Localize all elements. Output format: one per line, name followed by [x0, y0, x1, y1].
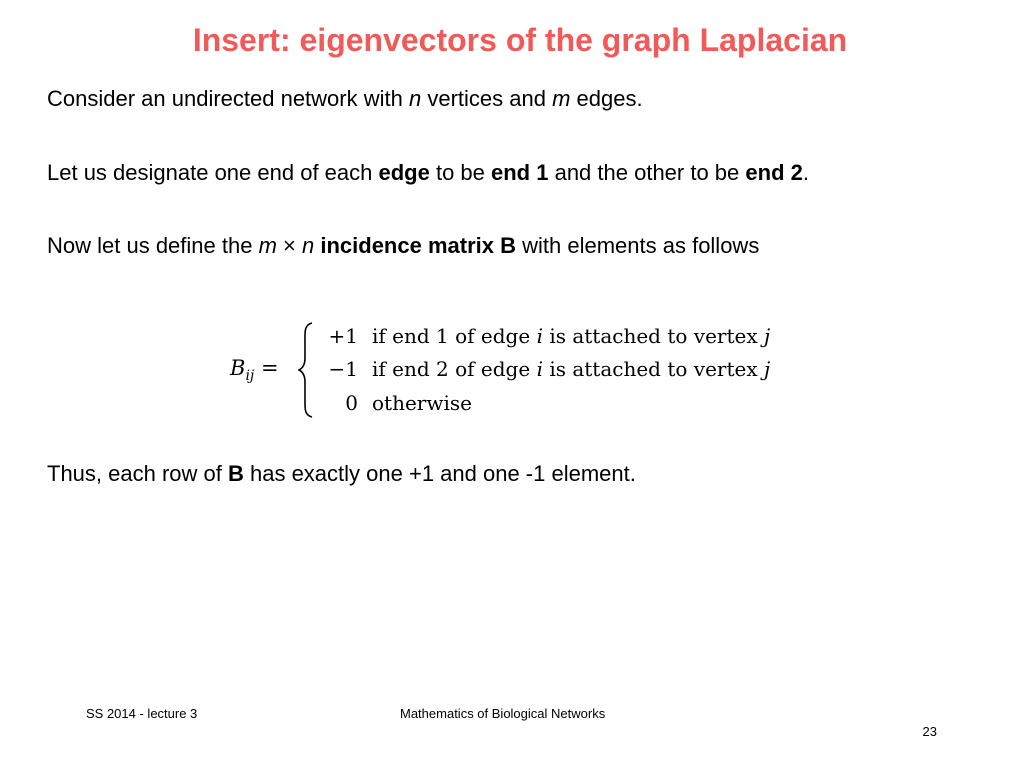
- p2-bold-end2: end 2: [745, 160, 803, 185]
- equals-sign: =: [254, 356, 279, 380]
- case-1-j: j: [763, 324, 771, 348]
- paragraph-row-property: [47, 461, 636, 487]
- case-zero: [316, 391, 472, 415]
- case-2-i: i: [536, 357, 543, 381]
- p3-var-n: n: [301, 233, 315, 258]
- case-2-value: −1: [328, 357, 358, 381]
- case-2-j: j: [763, 357, 771, 381]
- p1-var-n: n: [408, 86, 422, 111]
- footer-lecture: SS 2014 - lecture 3: [86, 706, 198, 721]
- case-3-value: 0: [345, 391, 358, 415]
- paragraph-network: [47, 86, 643, 112]
- case-plus-one: [316, 324, 770, 348]
- p2-bold-end1: end 1: [491, 160, 549, 185]
- case-1-cond: if end 1 of edge: [372, 324, 537, 348]
- case-2-cond: if end 2 of edge: [372, 357, 537, 381]
- p2-text-2: to be: [429, 160, 491, 185]
- paragraph-incidence-definition: [47, 233, 759, 259]
- lhs-subscript: ij: [245, 368, 255, 385]
- p4-text-2: has exactly one +1 and one -1 element.: [243, 461, 636, 486]
- equation-lhs: [230, 356, 279, 384]
- paragraph-edge-ends: [47, 160, 809, 186]
- p1-var-m: m: [552, 86, 571, 111]
- p3-text-3: with elements as follows: [516, 233, 760, 258]
- case-1-mid: is attached to vertex: [542, 324, 764, 348]
- p1-text-2: vertices and: [421, 86, 553, 111]
- case-1-i: i: [536, 324, 543, 348]
- incidence-matrix-equation: [230, 320, 830, 420]
- p1-text-3: edges.: [570, 86, 643, 111]
- p2-text-3: and the other to be: [548, 160, 746, 185]
- p2-text-4: .: [802, 160, 809, 185]
- p4-text-1: Thus, each row of: [47, 461, 228, 486]
- p1-text-1: Consider an undirected network with: [47, 86, 409, 111]
- left-brace-icon: [298, 320, 314, 420]
- p3-var-m: m: [258, 233, 277, 258]
- case-2-mid: is attached to vertex: [542, 357, 764, 381]
- p4-bold-b: B: [227, 461, 244, 486]
- case-3-cond: otherwise: [372, 391, 472, 415]
- p3-text-1: Now let us define the: [47, 233, 259, 258]
- p2-text-1: Let us designate one end of each: [47, 160, 379, 185]
- p3-bold-incidence-matrix: incidence matrix B: [320, 233, 516, 258]
- p3-times-sign: ×: [276, 233, 302, 258]
- lhs-var-b: B: [230, 356, 246, 380]
- page-number: 23: [922, 724, 937, 739]
- case-minus-one: [316, 357, 770, 381]
- case-1-value: +1: [328, 324, 358, 348]
- footer-course-title: Mathematics of Biological Networks: [400, 706, 606, 721]
- p2-bold-edge: edge: [378, 160, 430, 185]
- slide-title: Insert: eigenvectors of the graph Laplacian: [192, 22, 848, 58]
